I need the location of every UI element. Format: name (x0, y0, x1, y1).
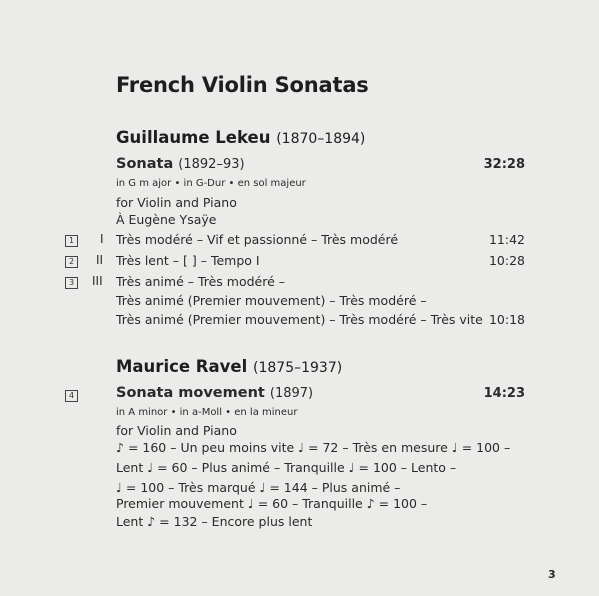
work-instrumentation: for Violin and Piano (116, 423, 237, 438)
work-key: in G m ajor • in G-Dur • en sol majeur (116, 178, 306, 189)
work-dates: (1897) (269, 386, 314, 401)
composer-heading-lekeu (116, 128, 365, 147)
track-title-line: Très animé (Premier mouvement) – Très modéré – (116, 293, 427, 308)
movement-number: I (100, 232, 104, 246)
work-heading-ravel (116, 385, 313, 401)
page-number: 3 (548, 568, 556, 581)
track-title: Très lent – [ ] – Tempo I (116, 253, 260, 268)
composer-dates: (1875–1937) (253, 360, 343, 376)
page-title: French Violin Sonatas (116, 73, 369, 97)
track-title-line: Très animé (Premier mouvement) – Très modéré – Très vite (116, 312, 483, 327)
track-number-box: 4 (65, 390, 78, 402)
work-duration: 32:28 (483, 157, 525, 172)
composer-name: Guillaume Lekeu (116, 128, 271, 147)
work-title: Sonata (116, 156, 174, 172)
work-heading-lekeu (116, 156, 245, 172)
composer-dates: (1870–1894) (276, 131, 366, 147)
track-number-box: 1 (65, 235, 78, 247)
track-title: Très modéré – Vif et passionné – Très modéré (116, 232, 399, 247)
tempo-line: Lent ♪ = 132 – Encore plus lent (116, 514, 313, 529)
work-duration: 14:23 (483, 386, 525, 401)
work-instrumentation: for Violin and Piano (116, 195, 237, 210)
work-key: in A minor • in a-Moll • en la mineur (116, 407, 298, 418)
tempo-line: Lent ♩ = 60 – Plus animé – Tranquille ♩ = 100 – Lento – (116, 460, 457, 475)
tempo-line: ♩ = 100 – Très marqué ♩ = 144 – Plus animé – (116, 480, 401, 495)
tempo-line: Premier mouvement ♩ = 60 – Tranquille ♪ = 100 – (116, 496, 428, 511)
track-number-box: 2 (65, 256, 78, 268)
tempo-line: ♪ = 160 – Un peu moins vite ♩ = 72 – Très en mesure ♩ = 100 – (116, 440, 511, 455)
movement-number: II (96, 253, 104, 267)
work-dates: (1892–93) (178, 157, 245, 172)
track-duration: 10:28 (488, 253, 525, 268)
work-dedication: À Eugène Ysaÿe (116, 212, 217, 227)
work-title: Sonata movement (116, 385, 265, 401)
movement-number: III (92, 274, 103, 288)
track-number-box: 3 (65, 277, 78, 289)
track-duration: 11:42 (488, 232, 525, 247)
composer-heading-ravel (116, 357, 342, 376)
track-title-line: Très animé – Très modéré – (116, 274, 286, 289)
composer-name: Maurice Ravel (116, 357, 248, 376)
track-duration: 10:18 (488, 312, 525, 327)
